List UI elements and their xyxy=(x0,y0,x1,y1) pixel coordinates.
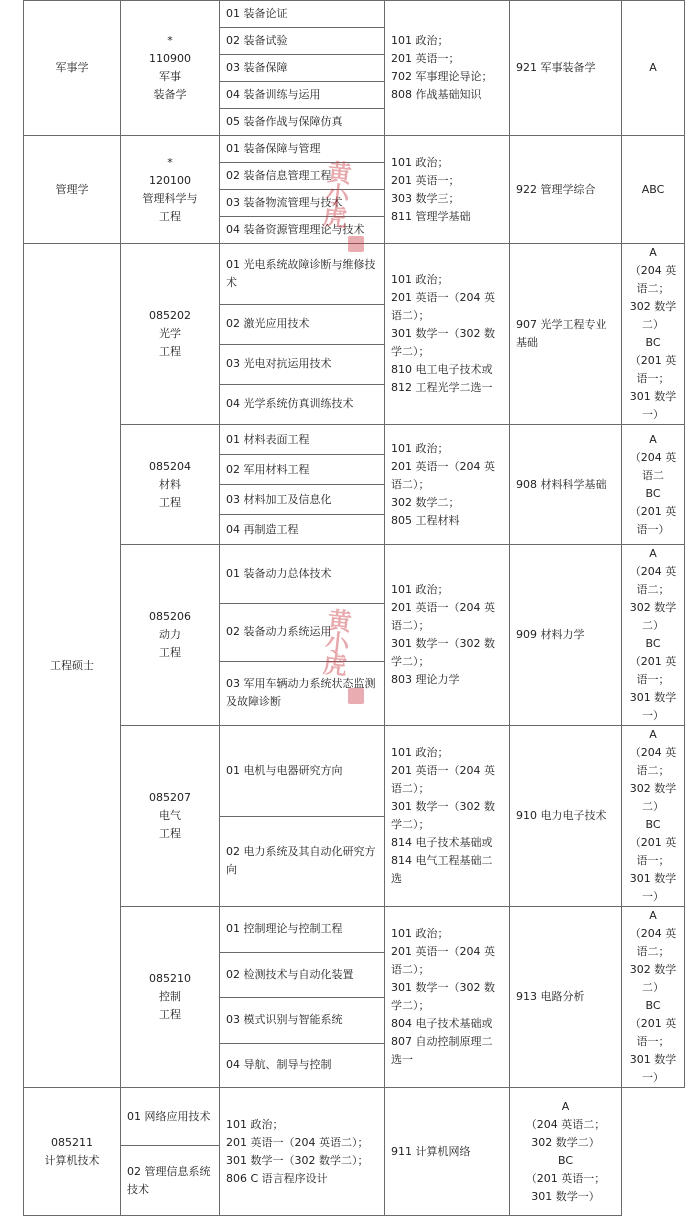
direction-cell: 02 装备动力系统运用 xyxy=(220,604,385,662)
program-code-cell xyxy=(121,545,220,726)
exam-subjects-cell: 101 政治； 201 英语一（204 英语二）； 301 数学一（302 数学二）； 803 理论力学 xyxy=(385,545,510,726)
program-code: * 110900 军事 装备学 xyxy=(149,34,191,101)
program-code-cell xyxy=(121,726,220,907)
direction-cell: 04 导航、制导与控制 xyxy=(220,1043,385,1087)
score-line-cell: A （204 英语二 BC （201 英语一） xyxy=(622,425,685,545)
discipline-cell xyxy=(24,136,121,244)
program-code: 085204 材料 工程 xyxy=(149,459,191,509)
retest-subject-cell: 909 材料力学 xyxy=(510,545,622,726)
program-code: 085207 电气 工程 xyxy=(149,791,191,840)
program-code-cell xyxy=(121,244,220,425)
exam-subjects-cell: 101 政治； 201 英语一（204 英语二）； 301 数学一（302 数学二）； 806 C 语言程序设计 xyxy=(220,1088,385,1216)
discipline-cell xyxy=(24,1,121,136)
watermark-text: 黄小虎 xyxy=(317,158,354,228)
direction-cell: 03 模式识别与智能系统 xyxy=(220,998,385,1044)
direction-cell: 04 装备资源管理理论与技术 xyxy=(220,217,385,244)
score-line-cell: A （204 英语二； 302 数学二） BC （201 英语一； 301 数学一） xyxy=(622,907,685,1088)
discipline-label: 军事学 xyxy=(55,61,89,74)
retest-subject-cell: 911 计算机网络 xyxy=(385,1088,510,1216)
exam-subjects-cell: 101 政治； 201 英语一； 702 军事理论导论； 808 作战基础知识 xyxy=(385,1,510,136)
direction-cell: 05 装备作战与保障仿真 xyxy=(220,109,385,136)
program-code-cell xyxy=(121,1,220,136)
score-line-cell: A （204 英语二； 302 数学二） BC （201 英语一； 301 数学一） xyxy=(510,1088,622,1216)
program-code: 085202 光学 工程 xyxy=(149,309,191,358)
program-code-cell xyxy=(121,907,220,1088)
direction-cell: 01 光电系统故障诊断与维修技术 xyxy=(220,244,385,305)
program-code-cell xyxy=(121,136,220,244)
direction-cell: 02 装备信息管理工程 xyxy=(220,163,385,190)
direction-cell: 02 管理信息系统技术 xyxy=(121,1146,220,1216)
retest-subject-cell: 908 材料科学基础 xyxy=(510,425,622,545)
exam-subjects-cell: 101 政治； 201 英语一（204 英语二）； 301 数学一（302 数学二）； 804 电子技术基础或 807 自动控制原理二选一 xyxy=(385,907,510,1088)
program-code-cell xyxy=(121,425,220,545)
program-code: 085210 控制 工程 xyxy=(149,972,191,1021)
exam-subjects-cell: 101 政治； 201 英语一（204 英语二）； 302 数学二； 805 工程材料 xyxy=(385,425,510,545)
direction-cell: 01 装备保障与管理 xyxy=(220,136,385,163)
direction-cell: 02 检测技术与自动化装置 xyxy=(220,952,385,998)
exam-subjects-cell: 101 政治； 201 英语一； 303 数学三； 811 管理学基础 xyxy=(385,136,510,244)
watermark-seal xyxy=(348,236,364,252)
direction-cell: 03 材料加工及信息化 xyxy=(220,485,385,515)
exam-subjects-cell: 101 政治； 201 英语一（204 英语二）； 301 数学一（302 数学二）； 810 电工电子技术或812 工程光学二选一 xyxy=(385,244,510,425)
direction-cell: 03 装备保障 xyxy=(220,55,385,82)
direction-cell: 01 网络应用技术 xyxy=(121,1088,220,1146)
direction-cell: 02 军用材料工程 xyxy=(220,455,385,485)
direction-cell: 01 电机与电器研究方向 xyxy=(220,726,385,817)
direction-cell: 01 装备动力总体技术 xyxy=(220,545,385,604)
direction-cell: 04 再制造工程 xyxy=(220,515,385,545)
direction-cell: 02 装备试验 xyxy=(220,28,385,55)
direction-cell: 02 激光应用技术 xyxy=(220,304,385,344)
program-code: 085206 动力 工程 xyxy=(149,610,191,659)
exam-subjects-cell: 101 政治； 201 英语一（204 英语二）； 301 数学一（302 数学二）； 814 电子技术基础或 814 电气工程基础二选 xyxy=(385,726,510,907)
score-line-cell: A （204 英语二； 302 数学二） BC （201 英语一； 301 数学一） xyxy=(622,244,685,425)
discipline-label: 工程硕士 xyxy=(50,658,94,672)
direction-cell: 03 光电对抗运用技术 xyxy=(220,344,385,384)
direction-cell: 01 控制理论与控制工程 xyxy=(220,907,385,953)
watermark-seal xyxy=(348,688,364,704)
watermark-text: 黄小虎 xyxy=(317,606,354,676)
program-code: * 120100 管理科学与 工程 xyxy=(142,155,198,223)
score-line-cell: A （204 英语二； 302 数学二） BC （201 英语一； 301 数学一） xyxy=(622,726,685,907)
score-line-cell: A xyxy=(622,1,685,136)
score-line-cell: ABC xyxy=(622,136,685,244)
direction-cell: 04 装备训练与运用 xyxy=(220,82,385,109)
program-code: 085211 计算机技术 xyxy=(44,1135,100,1167)
direction-cell: 03 装备物流管理与技术 xyxy=(220,190,385,217)
direction-cell: 01 装备论证 xyxy=(220,1,385,28)
direction-cell: 02 电力系统及其自动化研究方向 xyxy=(220,816,385,907)
retest-subject-cell: 921 军事装备学 xyxy=(510,1,622,136)
direction-cell: 03 军用车辆动力系统状态监测及故障诊断 xyxy=(220,661,385,725)
retest-subject-cell: 922 管理学综合 xyxy=(510,136,622,244)
retest-subject-cell: 910 电力电子技术 xyxy=(510,726,622,907)
discipline-cell xyxy=(24,244,121,1088)
score-line-cell: A （204 英语二； 302 数学二） BC （201 英语一； 301 数学一） xyxy=(622,545,685,726)
direction-cell: 01 材料表面工程 xyxy=(220,425,385,455)
direction-cell: 04 光学系统仿真训练技术 xyxy=(220,384,385,424)
retest-subject-cell: 913 电路分析 xyxy=(510,907,622,1088)
program-code-cell xyxy=(24,1088,121,1216)
retest-subject-cell: 907 光学工程专业基础 xyxy=(510,244,622,425)
discipline-label: 管理学 xyxy=(55,182,89,196)
